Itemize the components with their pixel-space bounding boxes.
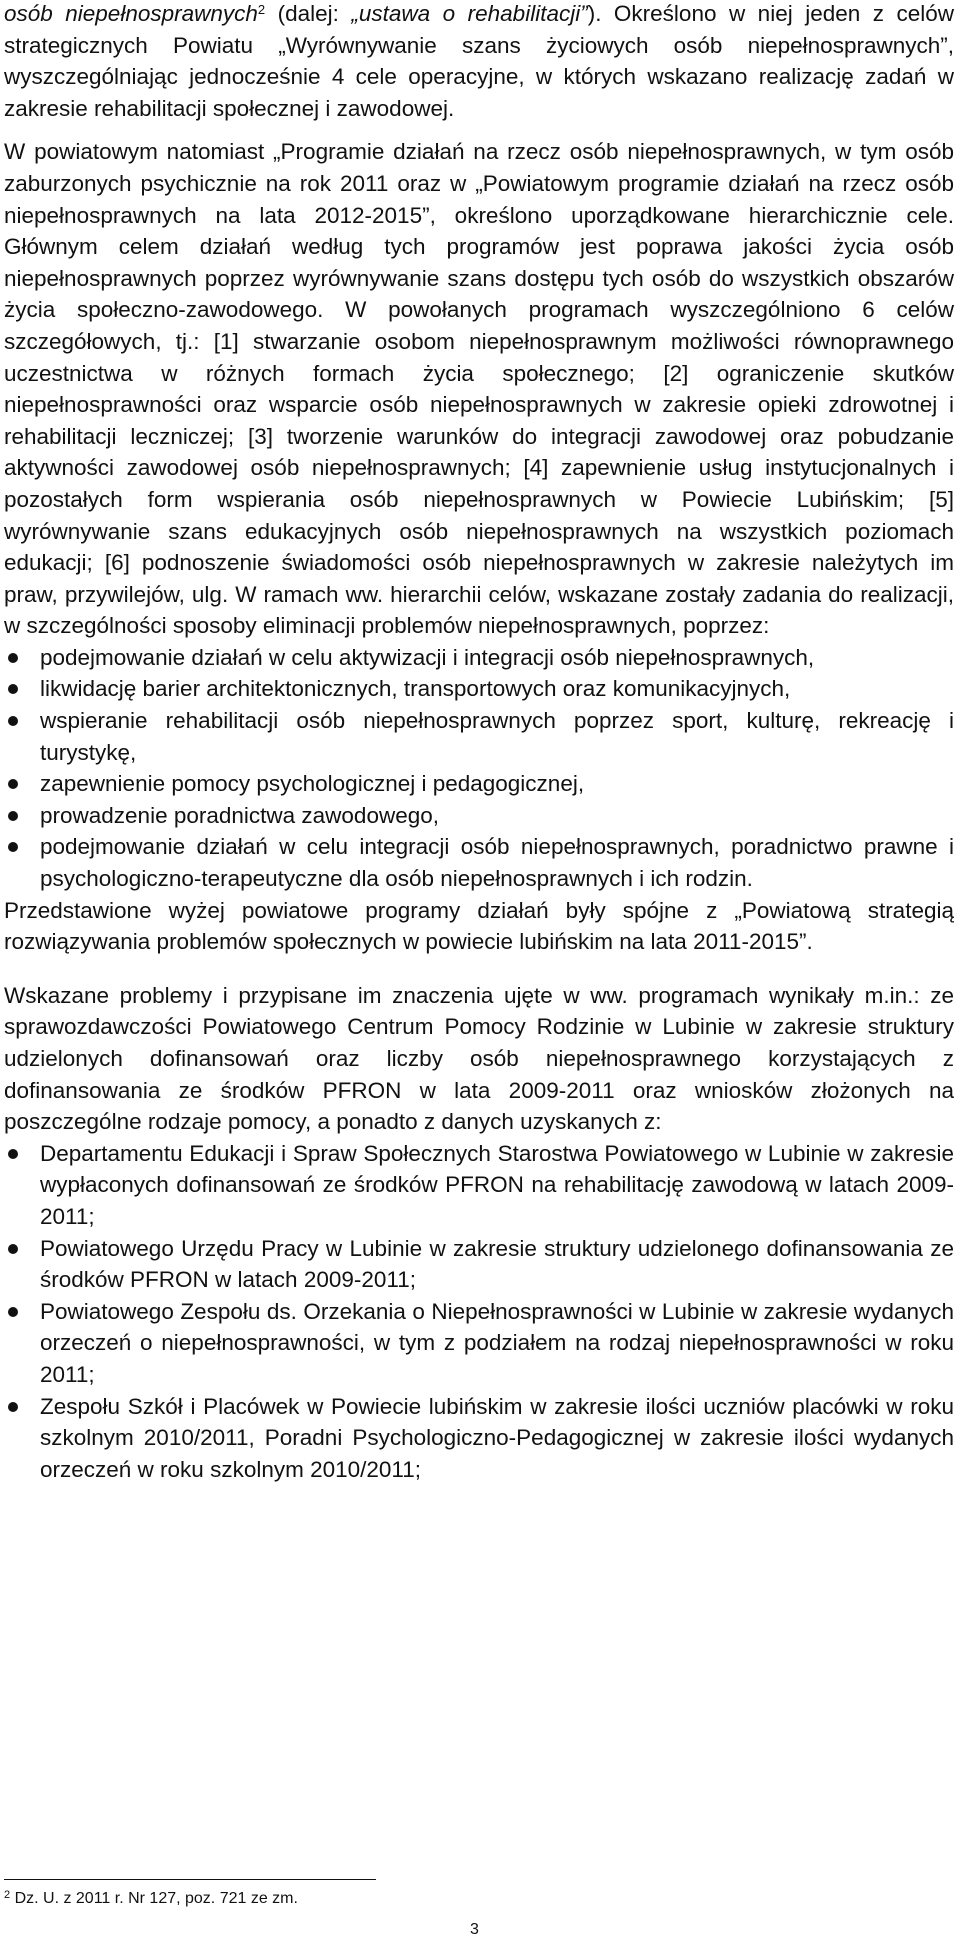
list-item: Powiatowego Zespołu ds. Orzekania o Niepełnosprawności w Lubinie w zakresie wydanych orzeczeń o niepełnosprawności, w tym z podziałem na rodzaj niepełnosprawności w roku 2011; bbox=[4, 1296, 954, 1391]
page-number: 3 bbox=[470, 1921, 479, 1938]
list-item: Zespołu Szkół i Placówek w Powiecie lubińskim w zakresie ilości uczniów placówki w roku szkolnym 2010/2011, Poradni Psychologiczno-Pedagogicznej w zakresie ilości wydanych orzeczeń w roku szkolnym 2010/2011; bbox=[4, 1391, 954, 1486]
bullet-icon bbox=[8, 779, 18, 789]
list-item: likwidację barier architektonicznych, transportowych oraz komunikacyjnych, bbox=[4, 673, 954, 705]
bullet-icon bbox=[8, 1307, 18, 1317]
bullet-icon bbox=[8, 811, 18, 821]
footnote-ref: 2 bbox=[257, 2, 266, 17]
list-item: podejmowanie działań w celu aktywizacji i integracji osób niepełnosprawnych, bbox=[4, 642, 954, 674]
bullet-icon bbox=[8, 653, 18, 663]
programs-paragraph: W powiatowym natomiast „Programie działań na rzecz osób niepełnosprawnych, w tym osób zaburzonych psychicznie na rok 2011 oraz w „Powiatowym programie działań na rzecz osób niepełnosprawnych na lata 2012-2015”, określono uporządkowane hierarchicznie cele. Głównym celem działań według tych programów jest poprawa jakości życia osób niepełnosprawnych poprzez wyrównywanie szans dostępu tych osób do wszystkich obszarów życia społeczno-zawodowego. W powołanych programach wyszczególniono 6 celów szczegółowych, tj.: [1] stwarzanie osobom niepełnosprawnym możliwości równoprawnego uczestnictwa w różnych formach życia społecznego; [2] ograniczenie skutków niepełnosprawności oraz wsparcie osób niepełnosprawnych w zakresie opieki zdrowotnej i rehabilitacji leczniczej; [3] tworzenie warunków do integracji zawodowej oraz pobudzanie aktywności zawodowej osób niepełnosprawnych; [4] zapewnienie usług instytucjonalnych i pozostałych form wspierania osób niepełnosprawnych w Powiecie Lubińskim; [5] wyrównywanie szans edukacyjnych osób niepełnosprawnych na wszystkich poziomach edukacji; [6] podnoszenie świadomości osób niepełnosprawnych w zakresie należytych im praw, przywilejów, ulg. W ramach ww. hierarchii celów, wskazane zostały zadania do realizacji, w szczególności sposoby eliminacji problemów niepełnosprawnych, poprzez: bbox=[4, 139, 954, 639]
footnote-divider bbox=[4, 1879, 376, 1880]
intro-text-a: (dalej: bbox=[265, 1, 352, 26]
bullet-icon bbox=[8, 716, 18, 726]
bullet-icon bbox=[8, 842, 18, 852]
strategy-paragraph: Przedstawione wyżej powiatowe programy działań były spójne z „Powiatową strategią rozwiązywania problemów społecznych w powiecie lubińskim na lata 2011-2015”. bbox=[4, 897, 954, 955]
list-item: wspieranie rehabilitacji osób niepełnosprawnych poprzez sport, kulturę, rekreację i turystykę, bbox=[4, 705, 954, 768]
list-item: zapewnienie pomocy psychologicznej i pedagogicznej, bbox=[4, 768, 954, 800]
footnote bbox=[4, 1889, 298, 1909]
footnote-text: Dz. U. z 2011 r. Nr 127, poz. 721 ze zm. bbox=[10, 1890, 298, 1907]
act-short-name: „ustawa o rehabilitacji” bbox=[351, 1, 588, 26]
sources-list bbox=[4, 1138, 954, 1486]
bullet-icon bbox=[8, 1149, 18, 1159]
list-item: prowadzenie poradnictwa zawodowego, bbox=[4, 800, 954, 832]
list-item: Departamentu Edukacji i Spraw Społecznych Starostwa Powiatowego w Lubinie w zakresie wypłaconych dofinansowań ze środków PFRON na rehabilitację zawodową w latach 2009-2011; bbox=[4, 1138, 954, 1233]
sources-paragraph: Wskazane problemy i przypisane im znaczenia ujęte w ww. programach wynikały m.in.: ze sprawozdawczości Powiatowego Centrum Pomocy Rodzinie w Lubinie w zakresie struktury udzielonych dofinansowań oraz liczby osób niepełnosprawnego korzystających z dofinansowania ze środków PFRON w lata 2009-2011 oraz wniosków złożonych na poszczególne rodzaje pomocy, a ponadto z danych uzyskanych z: bbox=[4, 982, 954, 1135]
body-text bbox=[4, 0, 954, 1485]
intro-text-b: ). Określono w niej jeden z celów strategicznych Powiatu „Wyrównywanie szans życiowych osób niepełnosprawnych”, wyszczególniając jednocześnie 4 cele operacyjne, w których wskazano realizację zadań w zakresie rehabilitacji społecznej i zawodowej. bbox=[4, 1, 954, 121]
bullet-icon bbox=[8, 1244, 18, 1254]
list-item: Powiatowego Urzędu Pracy w Lubinie w zakresie struktury udzielonego dofinansowania ze środków PFRON w latach 2009-2011; bbox=[4, 1233, 954, 1296]
bullet-icon bbox=[8, 1402, 18, 1412]
bullet-icon bbox=[8, 684, 18, 694]
intro-italic-lead: osób niepełnosprawnych bbox=[4, 1, 258, 26]
intro-paragraph bbox=[4, 0, 954, 124]
tasks-list bbox=[4, 642, 954, 895]
list-item: podejmowanie działań w celu integracji osób niepełnosprawnych, poradnictwo prawne i psychologiczno-terapeutyczne dla osób niepełnosprawnych i ich rodzin. bbox=[4, 831, 954, 894]
footnote-marker: 2 bbox=[4, 1889, 11, 1901]
